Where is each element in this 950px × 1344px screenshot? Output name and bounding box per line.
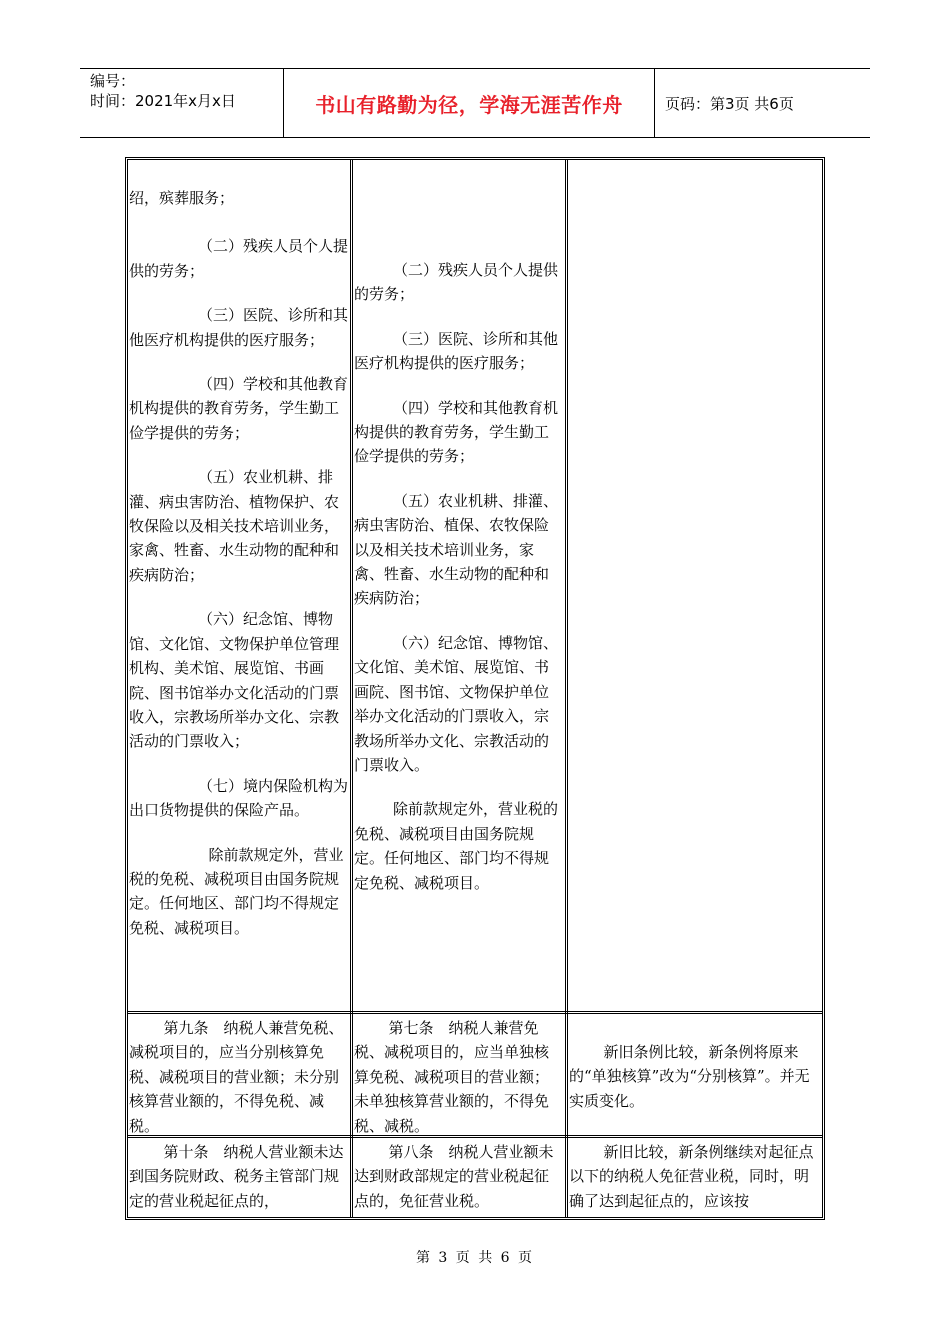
page-footer: 第 3 页 共 6 页 (415, 1250, 535, 1266)
comparison-table (125, 157, 825, 1220)
table-text: （三）医院、诊所和其他医疗机构提供的医疗服务； (354, 329, 559, 373)
table-text: （五）农业机耕、排灌、病虫害防治、植物保护、农牧保险以及相关技术培训业务，家禽、牲畜、水生动物的配种和疾病防治； (129, 468, 340, 584)
table-text: 除前款规定外，营业税的免税、减税项目由国务院规定。任何地区、部门均不得规定免税、减税项目。 (129, 845, 344, 937)
row-divider (128, 1011, 822, 1014)
table-text: 第九条 纳税人兼营免税、减税项目的，应当分别核算免税、减税项目的营业额；未分别核算营业额的，不得免税、减税。 (129, 1019, 344, 1135)
comparison-note-cell (569, 1040, 821, 1113)
old-regulation-cell (129, 186, 349, 940)
table-text: 第八条 纳税人营业额未达到财政部规定的营业税起征点的，免征营业税。 (354, 1143, 554, 1210)
table-text: （六）纪念馆、博物馆、文化馆、美术馆、展览馆、书画院、图书馆、文物保护单位举办文化活动的门票收入，宗教场所举办文化、宗教活动的门票收入。 (354, 633, 559, 774)
header-page-info: 页码：第3页 共6页 (665, 94, 794, 113)
new-regulation-cell (354, 1140, 562, 1213)
old-regulation-cell (129, 1016, 349, 1138)
number-label: 编号： (90, 72, 136, 90)
date-line: 时间：2021年x月x日 (90, 92, 236, 110)
table-text: 第十条 纳税人营业额未达到国务院财政、税务主管部门规定的营业税起征点的， (129, 1143, 344, 1210)
table-text: （三）医院、诊所和其他医疗机构提供的医疗服务； (129, 306, 349, 349)
column-divider (565, 160, 568, 1217)
table-text: 新旧条例比较，新条例将原来的“单独核算”改为“分别核算”。并无实质变化。 (569, 1043, 810, 1110)
table-text: 绍，殡葬服务； (129, 189, 235, 207)
table-text: 第七条 纳税人兼营免税、减税项目的，应当单独核算免税、减税项目的营业额；未单独核算营业额的，不得免税、减税。 (354, 1019, 550, 1135)
table-text: （四）学校和其他教育机构提供的教育劳务，学生勤工俭学提供的劳务； (354, 398, 559, 466)
table-text: （二）残疾人员个人提供的劳务； (129, 237, 349, 280)
table-text: （四）学校和其他教育机构提供的教育劳务，学生勤工俭学提供的劳务； (129, 375, 349, 442)
table-text: （五）农业机耕、排灌、病虫害防治、植保、农牧保险以及相关技术培训业务，家禽、牲畜、水生动物的配种和疾病防治； (354, 491, 559, 608)
table-text: 新旧比较，新条例继续对起征点以下的纳税人免征营业税，同时，明确了达到起征点的，应该按 (569, 1143, 814, 1210)
table-text: （六）纪念馆、博物馆、文化馆、文物保护单位管理机构、美术馆、展览馆、书画院、图书馆举办文化活动的门票收入，宗教场所举办文化、宗教活动的门票收入； (129, 610, 340, 751)
header-divider (654, 69, 655, 137)
header-motto: 书山有路勤为径，学海无涯苦作舟 (315, 92, 623, 117)
comparison-note-cell (569, 1140, 821, 1213)
table-text: （七）境内保险机构为出口货物提供的保险产品。 (129, 776, 349, 820)
header-meta (80, 69, 283, 137)
page-header (80, 68, 870, 138)
table-text: （二）残疾人员个人提供的劳务； (354, 261, 559, 304)
new-regulation-cell (354, 258, 562, 895)
column-divider (350, 160, 353, 1217)
new-regulation-cell (354, 1016, 562, 1138)
table-text: 除前款规定外，营业税的免税、减税项目由国务院规定。任何地区、部门均不得规定免税、减税项目。 (354, 800, 559, 892)
old-regulation-cell (129, 1140, 349, 1213)
